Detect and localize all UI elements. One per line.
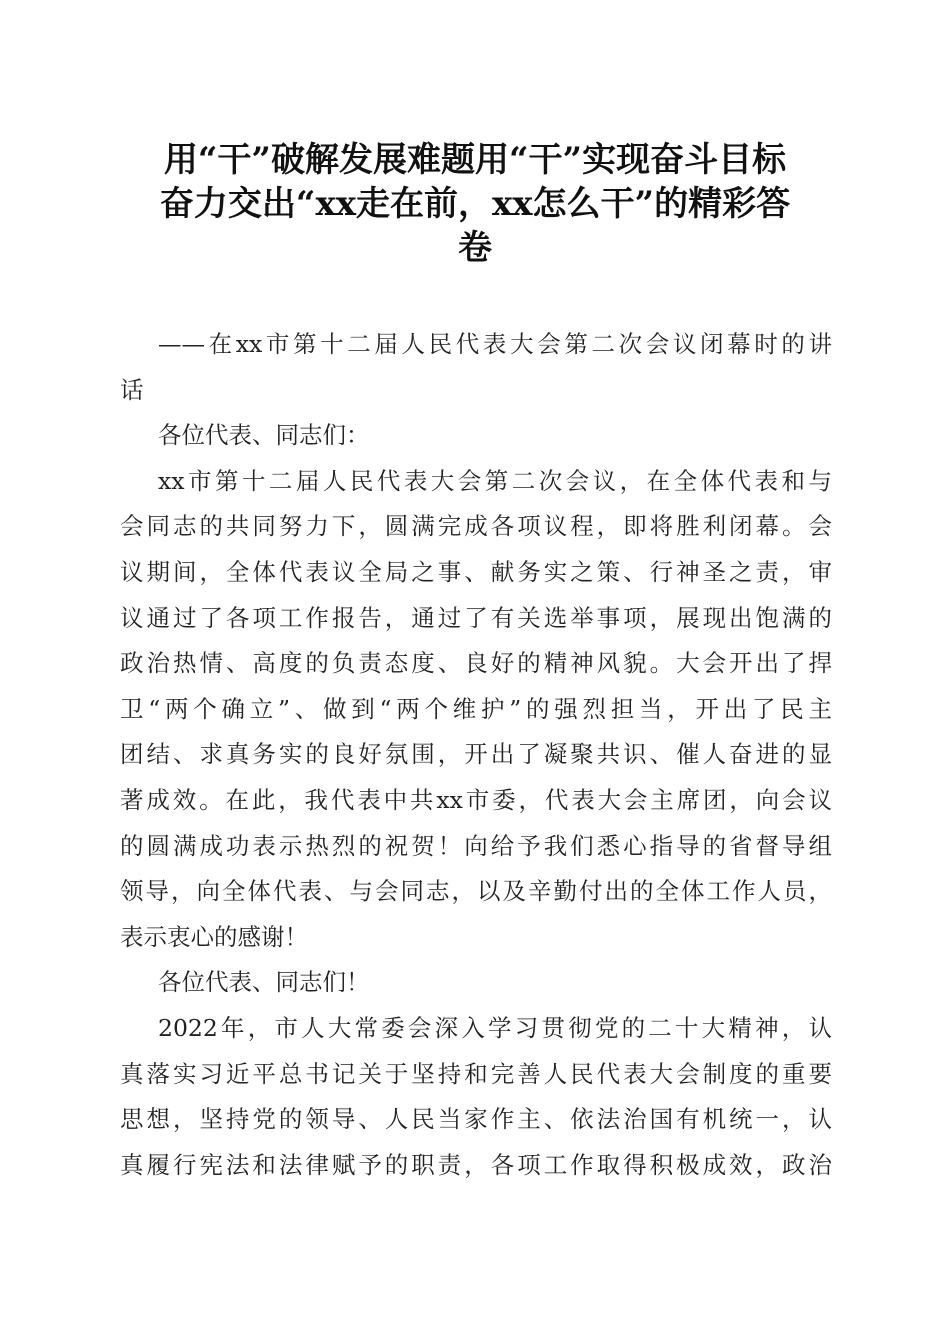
paragraph-1-line: 会同志的共同努力下，圆满完成各项议程，即将胜利闭幕。会 bbox=[120, 512, 832, 541]
title-line-3: 卷 bbox=[458, 228, 492, 268]
paragraph-1-line: 卫“两个确立”、做到“两个维护”的强烈担当，开出了民主 bbox=[120, 694, 832, 723]
salutation-1: 各位代表、同志们： bbox=[158, 421, 370, 450]
subtitle-line-2: 话 bbox=[120, 375, 144, 404]
paragraph-2-line: 真履行宪法和法律赋予的职责，各项工作取得积极成效，政治 bbox=[120, 1150, 832, 1179]
paragraph-1-line: 领导，向全体代表、与会同志，以及辛勤付出的全体工作人员， bbox=[120, 877, 832, 906]
paragraph-1-line: 政治热情、高度的负责态度、良好的精神风貌。大会开出了捍 bbox=[120, 649, 832, 678]
paragraph-2-line: 思想，坚持党的领导、人民当家作主、依法治国有机统一，认 bbox=[120, 1105, 832, 1134]
subtitle-line-1: ——在xx市第十二届人民代表大会第二次会议闭幕时的讲 bbox=[158, 330, 832, 358]
paragraph-1-line: 著成效。在此，我代表中共xx市委，代表大会主席团，向会议 bbox=[120, 785, 832, 814]
salutation-2: 各位代表、同志们！ bbox=[158, 968, 370, 997]
title-line-1: 用“干”破解发展难题用“干”实现奋斗目标 bbox=[163, 140, 787, 180]
paragraph-1-line: xx市第十二届人民代表大会第二次会议，在全体代表和与 bbox=[158, 466, 832, 495]
paragraph-2-line: 2022年，市人大常委会深入学习贯彻党的二十大精神，认 bbox=[158, 1013, 832, 1042]
document-title bbox=[110, 138, 840, 270]
paragraph-1-line: 议通过了各项工作报告，通过了有关选举事项，展现出饱满的 bbox=[120, 603, 832, 632]
document-body bbox=[120, 322, 832, 1188]
paragraph-1-line: 团结、求真务实的良好氛围，开出了凝聚共识、催人奋进的显 bbox=[120, 740, 832, 769]
paragraph-2-line: 真落实习近平总书记关于坚持和完善人民代表大会制度的重要 bbox=[120, 1059, 832, 1088]
title-line-2: 奋力交出“xx走在前，xx怎么干”的精彩答 bbox=[159, 184, 791, 224]
paragraph-1-line: 议期间，全体代表议全局之事、献务实之策、行神圣之责，审 bbox=[120, 557, 832, 586]
paragraph-1-line: 表示衷心的感谢！ bbox=[120, 922, 308, 951]
paragraph-1-line: 的圆满成功表示热烈的祝贺！向给予我们悉心指导的省督导组 bbox=[120, 831, 832, 860]
